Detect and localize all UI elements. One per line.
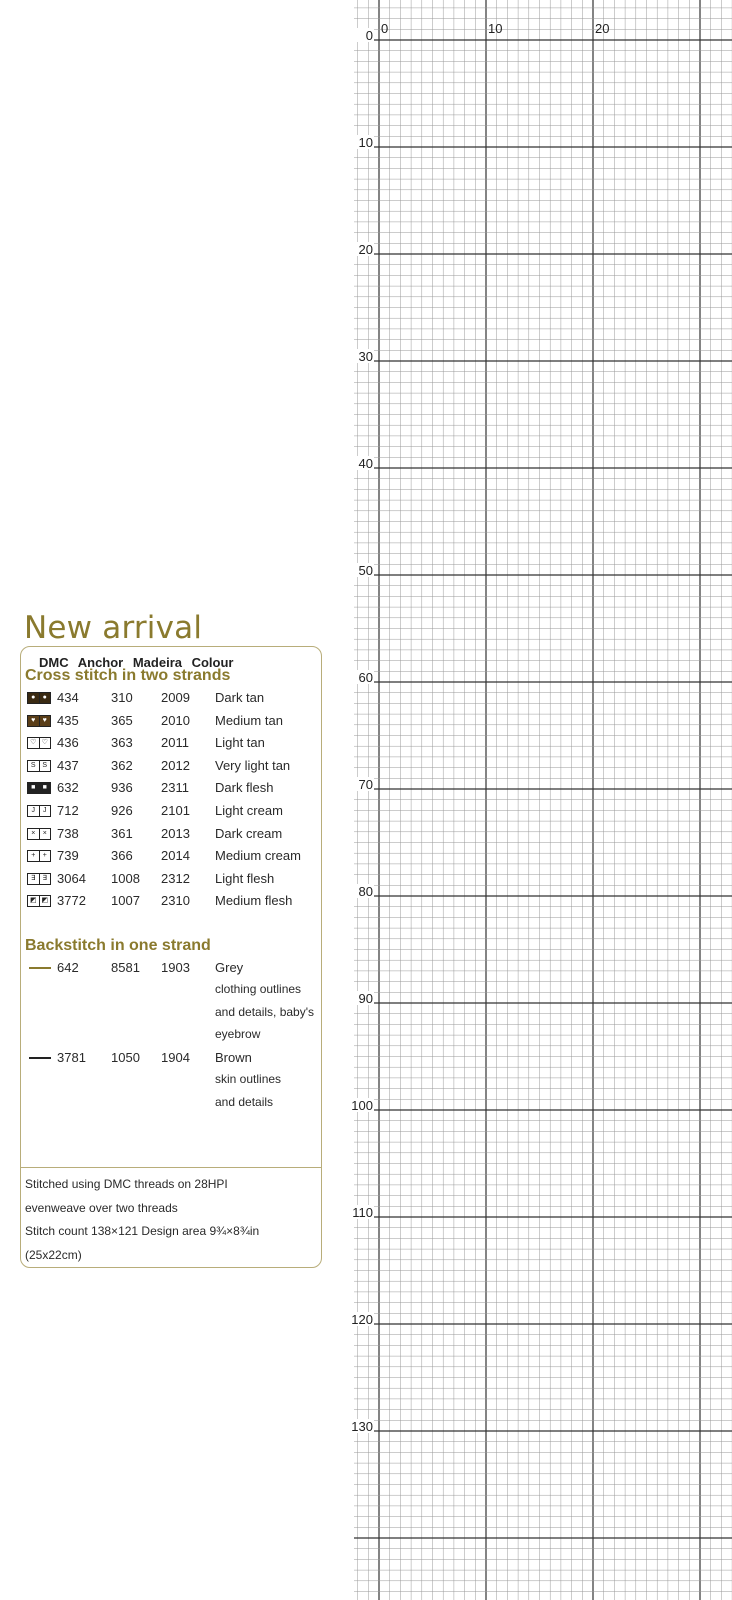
backstitch-madeira: 1903 xyxy=(161,960,190,975)
swatch-cell: S xyxy=(40,761,51,771)
thread-dmc: 712 xyxy=(57,803,79,818)
row-label: 100 xyxy=(351,1098,373,1113)
swatch-cell: × xyxy=(40,829,51,839)
backstitch-dmc: 3781 xyxy=(57,1050,86,1065)
thread-colour: Very light tan xyxy=(215,757,291,773)
swatch-cell: ♥ xyxy=(28,716,40,726)
swatch-cell: × xyxy=(28,829,40,839)
thread-colour: Light flesh xyxy=(215,870,275,886)
backstitch-madeira: 1904 xyxy=(161,1050,190,1065)
thread-madeira: 2011 xyxy=(161,735,189,751)
stitch-note: evenweave over two threads xyxy=(25,1200,178,1215)
thread-row xyxy=(25,689,321,707)
thread-anchor: 363 xyxy=(111,735,133,751)
thread-colour: Medium cream xyxy=(215,848,301,864)
column-label: 0 xyxy=(381,21,389,36)
swatch-cell: ● xyxy=(28,693,40,703)
thread-anchor: 926 xyxy=(111,803,133,818)
row-label: 50 xyxy=(358,563,373,578)
swatch-cell: J xyxy=(28,806,40,816)
thread-madeira: 2311 xyxy=(161,780,189,796)
backstitch-colour: Brown xyxy=(215,1050,252,1065)
thread-row xyxy=(25,734,321,752)
swatch-cell: ◩ xyxy=(41,897,49,905)
swatch-cell: ∃ xyxy=(28,874,40,884)
swatch-cell: ♥ xyxy=(40,716,51,726)
thread-row xyxy=(25,712,321,730)
thread-madeira: 2010 xyxy=(161,712,190,728)
symbol-swatch xyxy=(27,873,51,885)
thread-colour: Medium flesh xyxy=(215,893,293,909)
thread-anchor: 936 xyxy=(111,780,133,796)
symbol-swatch xyxy=(27,760,51,772)
thread-dmc: 3772 xyxy=(57,893,86,909)
thread-anchor: 310 xyxy=(111,690,133,705)
thread-madeira: 2014 xyxy=(161,848,190,864)
swatch-cell: ∃ xyxy=(40,874,51,884)
thread-anchor: 1007 xyxy=(111,893,140,909)
row-label: 60 xyxy=(358,670,373,685)
swatch-cell: ■ xyxy=(28,783,40,793)
swatch-cell: J xyxy=(40,806,51,816)
symbol-swatch xyxy=(27,692,51,704)
row-label: 90 xyxy=(358,991,373,1006)
thread-anchor: 1008 xyxy=(111,870,140,886)
thread-dmc: 434 xyxy=(57,690,79,705)
row-label: 20 xyxy=(358,242,373,257)
backstitch-line-swatch xyxy=(29,967,51,969)
backstitch-detail: eyebrow xyxy=(215,1027,261,1041)
thread-colour: Dark flesh xyxy=(215,780,274,796)
thread-dmc: 739 xyxy=(57,848,79,864)
backstitch-detail: and details xyxy=(215,1094,274,1109)
backstitch-detail: clothing outlines xyxy=(215,982,302,996)
thread-row xyxy=(25,779,321,797)
backstitch-dmc: 642 xyxy=(57,960,79,975)
thread-madeira: 2310 xyxy=(161,893,190,909)
swatch-cell: ♡ xyxy=(40,738,51,748)
stitch-note: Stitch count 138×121 Design area 9¾×8¾in xyxy=(25,1224,260,1238)
thread-colour: Medium tan xyxy=(215,712,283,728)
backstitch-row xyxy=(25,1049,321,1067)
thread-madeira: 2009 xyxy=(161,690,190,705)
row-label: 130 xyxy=(351,1419,373,1434)
swatch-cell: + xyxy=(40,851,51,861)
backstitch-heading: Backstitch in one strand xyxy=(25,937,211,954)
thread-anchor: 361 xyxy=(111,825,133,841)
thread-dmc: 436 xyxy=(57,735,79,751)
thread-row xyxy=(25,802,321,820)
symbol-swatch xyxy=(27,828,51,840)
thread-row xyxy=(25,870,321,888)
row-label: 40 xyxy=(358,456,373,471)
column-label: 10 xyxy=(488,21,503,36)
backstitch-detail: skin outlines xyxy=(215,1072,282,1086)
pattern-title: New arrival xyxy=(24,610,203,646)
row-label: 70 xyxy=(358,777,373,792)
row-label: 80 xyxy=(358,884,373,899)
thread-row xyxy=(25,825,321,843)
backstitch-detail: and details, baby's xyxy=(215,1004,315,1019)
thread-dmc: 3064 xyxy=(57,870,86,886)
swatch-cell: ■ xyxy=(40,783,51,793)
swatch-cell: ● xyxy=(40,693,51,703)
thread-colour: Light cream xyxy=(215,803,283,818)
row-label: 120 xyxy=(351,1312,373,1327)
symbol-swatch xyxy=(27,737,51,749)
stitch-note: Stitched using DMC threads on 28HPI xyxy=(25,1177,228,1191)
thread-dmc: 435 xyxy=(57,712,79,728)
thread-anchor: 365 xyxy=(111,712,133,728)
thread-dmc: 437 xyxy=(57,757,79,773)
swatch-cell: ♡ xyxy=(28,738,40,748)
stitch-note: (25x22cm) xyxy=(25,1247,82,1262)
key-divider xyxy=(21,1167,321,1168)
thread-anchor: 362 xyxy=(111,757,133,773)
cross-stitch-chart xyxy=(351,0,732,1600)
thread-dmc: 738 xyxy=(57,825,79,841)
key-header: DMC Anchor Madeira Colour xyxy=(39,655,234,670)
swatch-cell: S xyxy=(28,761,40,771)
thread-colour: Dark tan xyxy=(215,690,265,705)
symbol-swatch xyxy=(27,805,51,817)
row-label: 30 xyxy=(358,349,373,364)
thread-dmc: 632 xyxy=(57,780,79,796)
row-label: 110 xyxy=(352,1205,373,1220)
chart-background xyxy=(354,0,732,1600)
cross-stitch-heading: Cross stitch in two strands xyxy=(25,667,231,684)
backstitch-anchor: 1050 xyxy=(111,1050,140,1065)
swatch-cell: + xyxy=(28,851,40,861)
backstitch-line-swatch xyxy=(29,1057,51,1059)
row-label: 10 xyxy=(358,135,373,150)
column-label: 20 xyxy=(595,21,610,36)
thread-colour: Light tan xyxy=(215,735,265,751)
thread-anchor: 366 xyxy=(111,848,133,864)
backstitch-row xyxy=(25,959,321,977)
thread-row xyxy=(25,847,321,865)
symbol-swatch xyxy=(27,850,51,862)
symbol-swatch xyxy=(27,782,51,794)
symbol-swatch xyxy=(27,715,51,727)
thread-madeira: 2312 xyxy=(161,870,190,886)
thread-key xyxy=(20,646,322,1268)
row-label: 0 xyxy=(365,28,373,43)
thread-row xyxy=(25,757,321,775)
symbol-swatch xyxy=(27,895,51,907)
thread-madeira: 2012 xyxy=(161,757,190,773)
thread-row xyxy=(25,892,321,910)
thread-madeira: 2013 xyxy=(161,825,190,841)
backstitch-colour: Grey xyxy=(215,960,244,975)
thread-madeira: 2101 xyxy=(161,803,190,818)
backstitch-anchor: 8581 xyxy=(111,960,140,975)
thread-colour: Dark cream xyxy=(215,825,283,841)
swatch-cell: ◩ xyxy=(28,896,40,906)
